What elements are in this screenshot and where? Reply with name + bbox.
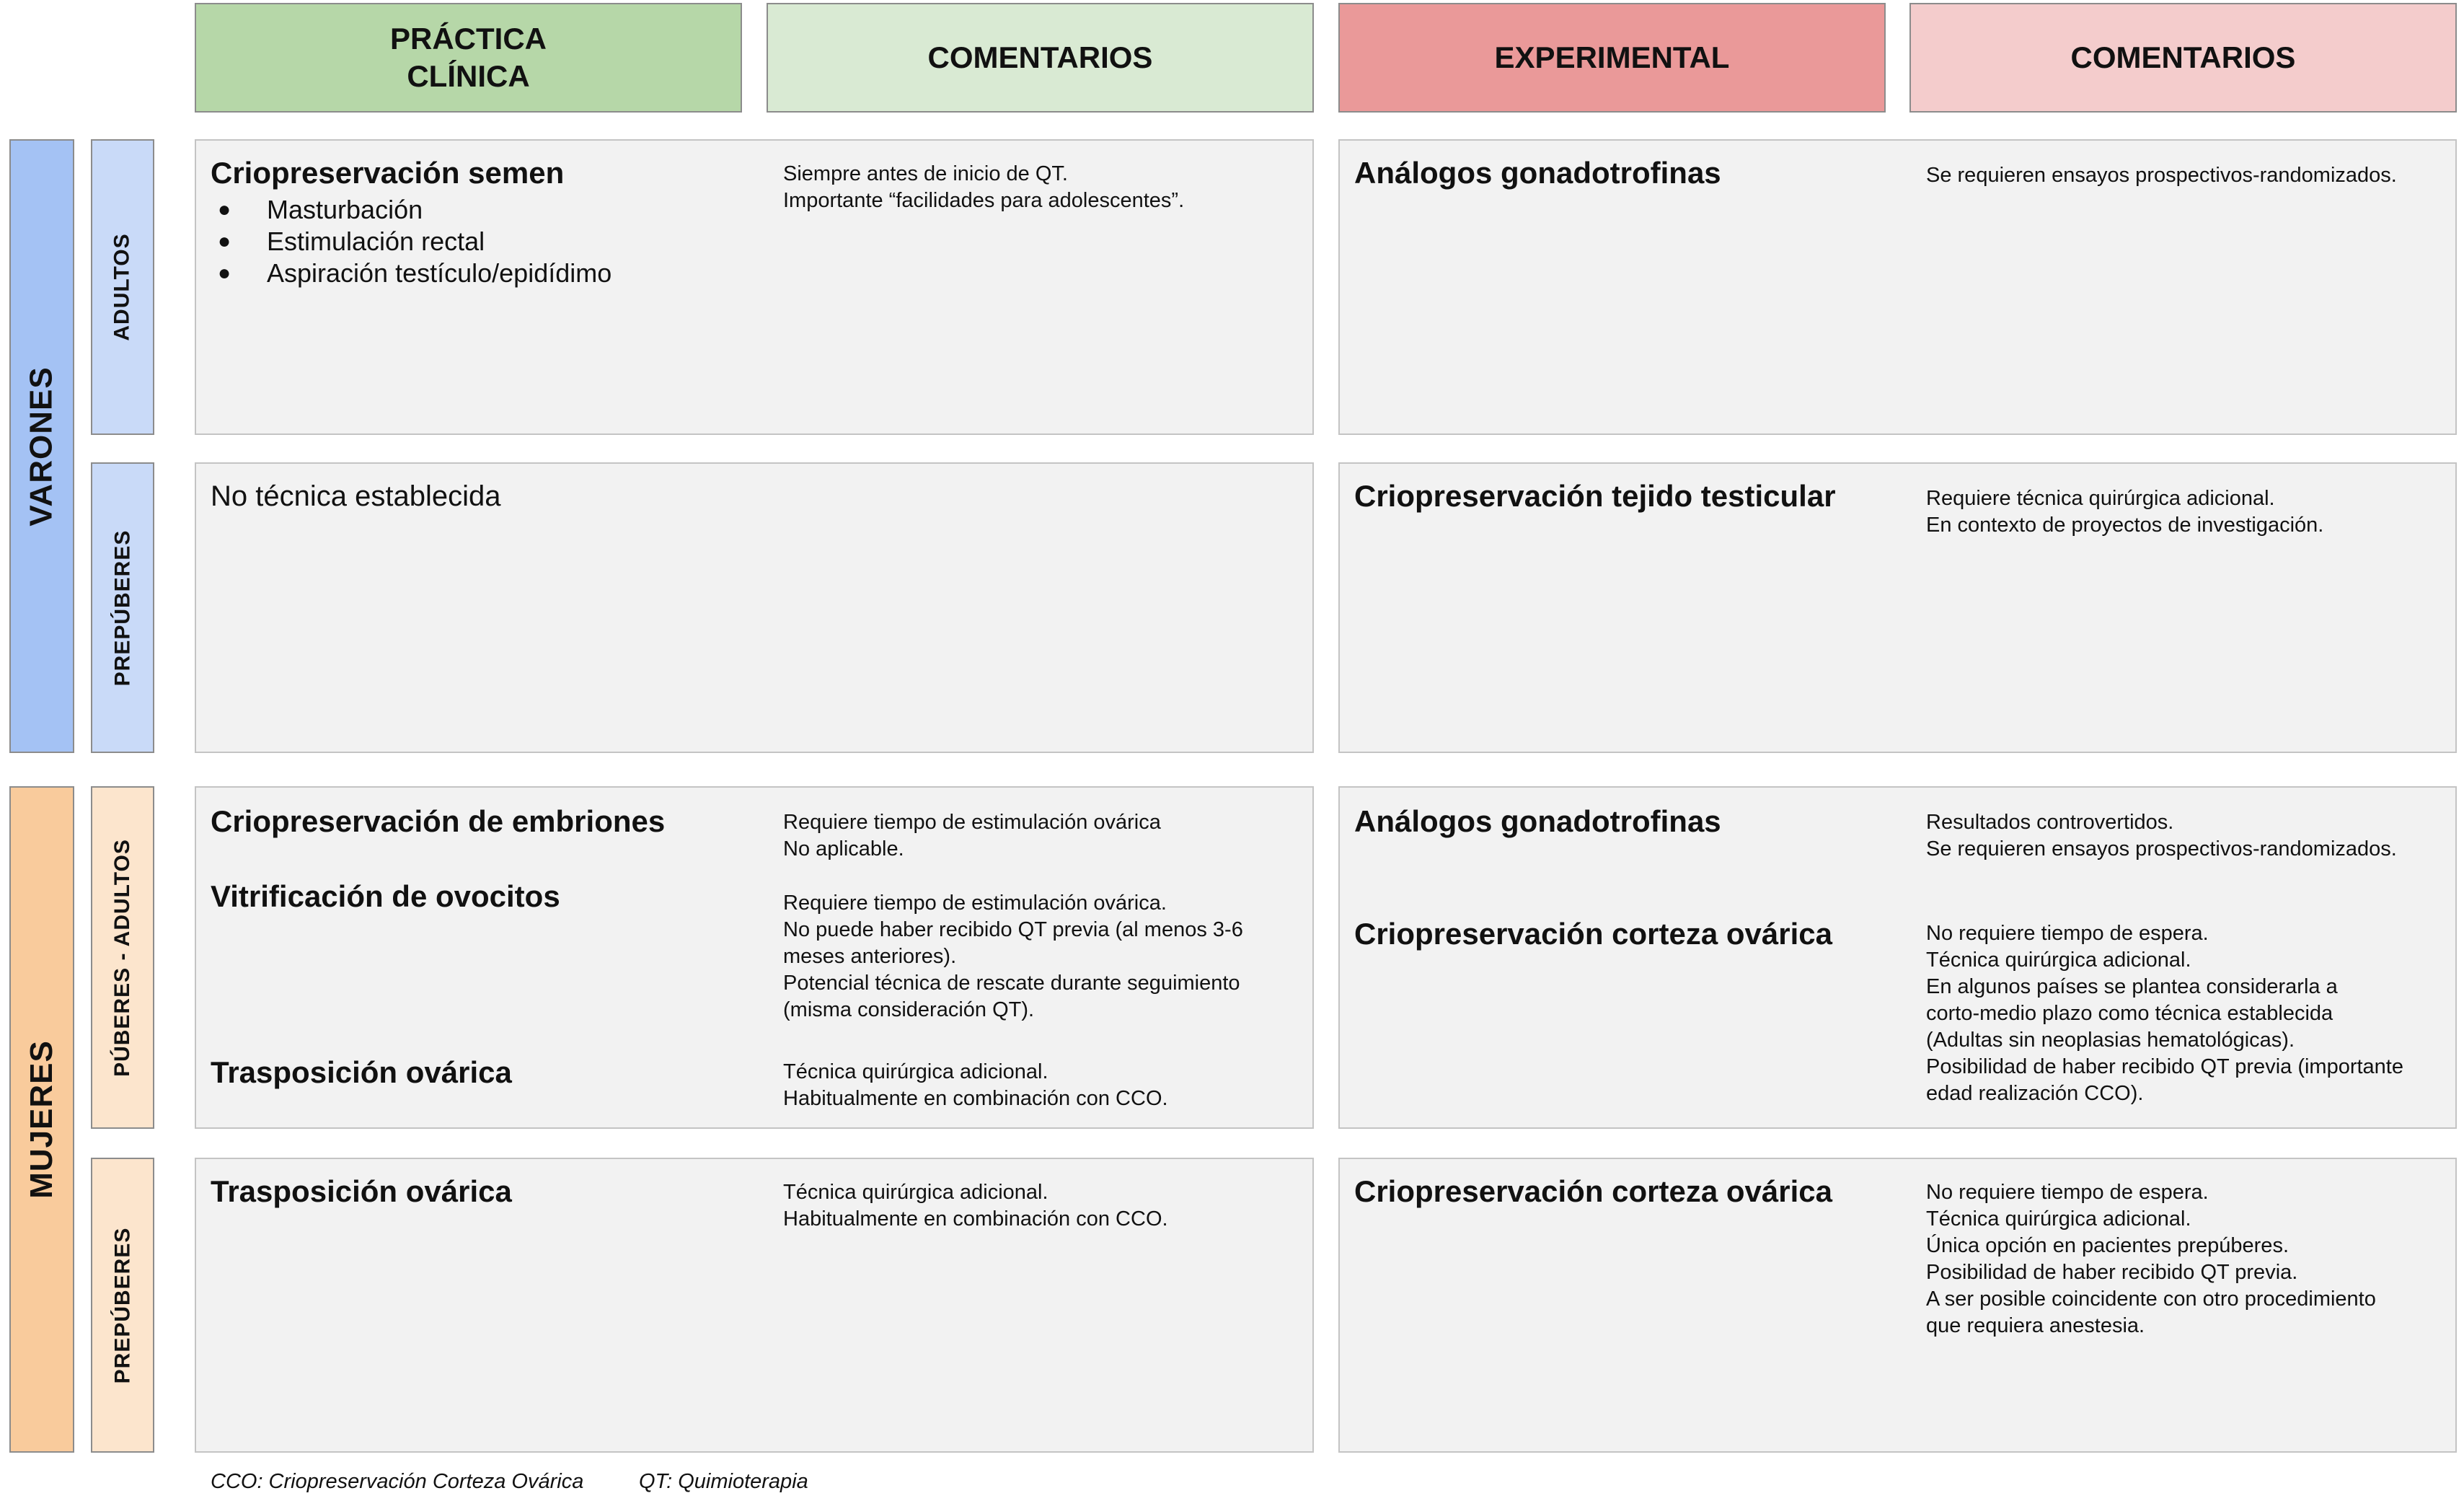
practica-comment: Técnica quirúrgica adicional. Habitualmente en combinación con CCO.	[783, 1181, 1168, 1231]
header-experimental: EXPERIMENTAL	[1338, 3, 1886, 113]
practica-comment: Requiere tiempo de estimulación ovárica. No puede haber recibido QT previa (al menos 3-6 meses anteriores). Potencial técnica de rescate durante seguimiento (misma consideración QT).	[783, 892, 1243, 1021]
experimental-comment: No requiere tiempo de espera. Técnica quirúrgica adicional. En algunos países se plantea considerarla a corto-medio plazo como técnica establecida (Adultas sin neoplasias hematológicas). Posibilidad de haber recibido QT previa (importante edad realización CCO).	[1926, 922, 2403, 1105]
group-varones	[9, 139, 74, 753]
panel-mujeres-prepuberes-practica	[195, 1158, 1314, 1453]
bullet-icon: ●	[218, 229, 231, 253]
header-practica-comentarios: COMENTARIOS	[767, 3, 1314, 113]
subgroup-varones-adultos	[91, 139, 154, 435]
practica-comment: Requiere tiempo de estimulación ovárica No aplicable.	[783, 811, 1161, 860]
panel-mujeres-puberes-adultos-experimental	[1338, 786, 2457, 1129]
list-item: ● Estimulación rectal	[205, 226, 611, 257]
experimental-title: Criopreservación tejido testicular	[1354, 479, 1836, 513]
group-mujeres	[9, 786, 74, 1453]
experimental-comment: Requiere técnica quirúrgica adicional. En contexto de proyectos de investigación.	[1926, 487, 2324, 537]
practica-comment: Siempre antes de inicio de QT. Importante “facilidades para adolescentes”.	[783, 162, 1185, 212]
panel-varones-prepuberes-experimental	[1338, 462, 2457, 753]
subgroup-mujeres-prepuberes-label: PREPÚBERES	[110, 1227, 134, 1383]
panel-varones-prepuberes-practica	[195, 462, 1314, 753]
subgroup-varones-adultos-label: ADULTOS	[110, 233, 135, 341]
panel-mujeres-puberes-adultos-practica	[195, 786, 1314, 1129]
header-experimental-comentarios: COMENTARIOS	[1909, 3, 2457, 113]
experimental-title: Criopreservación corteza ovárica	[1354, 1174, 1832, 1208]
practica-title: Criopreservación de embriones	[211, 804, 666, 838]
experimental-title: Criopreservación corteza ovárica	[1354, 917, 1832, 951]
bullet-icon: ●	[218, 198, 231, 221]
practica-title: Vitrificación de ovocitos	[211, 879, 560, 913]
panel-mujeres-prepuberes-experimental	[1338, 1158, 2457, 1453]
subgroup-mujeres-puberes-adultos-label: PÚBERES - ADULTOS	[110, 838, 134, 1077]
experimental-title: Análogos gonadotrofinas	[1354, 804, 1721, 838]
panel-varones-adultos-practica	[195, 139, 1314, 435]
group-mujeres-label: MUJERES	[24, 1040, 59, 1199]
practica-comment: Técnica quirúrgica adicional. Habitualmente en combinación con CCO.	[783, 1060, 1168, 1110]
footnote-qt: QT: Quimioterapia	[639, 1470, 808, 1493]
practica-title: Trasposición ovárica	[211, 1055, 512, 1089]
practica-text: No técnica establecida	[211, 480, 501, 512]
subgroup-mujeres-prepuberes	[91, 1158, 154, 1453]
practica-title: Criopreservación semen	[211, 156, 565, 190]
subgroup-varones-prepuberes	[91, 462, 154, 753]
practica-title: Trasposición ovárica	[211, 1174, 512, 1208]
experimental-comment: No requiere tiempo de espera. Técnica quirúrgica adicional. Única opción en pacientes prepúberes. Posibilidad de haber recibido QT previa. A ser posible coincidente con otro procedimiento que requiera anestesia.	[1926, 1181, 2376, 1337]
practica-bullet-list	[205, 194, 611, 289]
panel-varones-adultos-experimental	[1338, 139, 2457, 435]
group-varones-label: VARONES	[24, 366, 60, 527]
experimental-title: Análogos gonadotrofinas	[1354, 156, 1721, 190]
list-item: ● Masturbación	[205, 194, 611, 226]
header-practica-clinica: PRÁCTICA CLÍNICA	[195, 3, 742, 113]
bullet-icon: ●	[218, 261, 231, 285]
list-item: ● Aspiración testículo/epidídimo	[205, 257, 611, 289]
subgroup-varones-prepuberes-label: PREPÚBERES	[110, 529, 134, 686]
footnote-cco: CCO: Criopreservación Corteza Ovárica	[211, 1470, 584, 1493]
experimental-comment: Se requieren ensayos prospectivos-randomizados.	[1926, 164, 2397, 187]
subgroup-mujeres-puberes-adultos	[91, 786, 154, 1129]
experimental-comment: Resultados controvertidos. Se requieren ensayos prospectivos-randomizados.	[1926, 811, 2397, 860]
